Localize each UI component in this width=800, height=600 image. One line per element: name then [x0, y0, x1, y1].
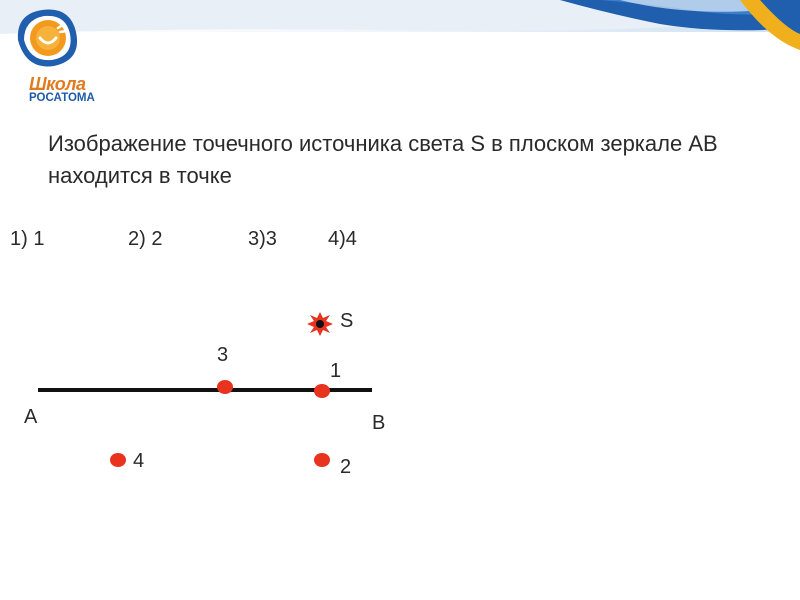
point-1-label: 1: [330, 360, 342, 382]
point-1-dot: [314, 384, 330, 398]
logo-line-2: РОСАТОМА: [29, 92, 95, 104]
header-banner: [0, 0, 800, 110]
diagram-canvas: [0, 280, 800, 520]
point-3-dot: [217, 380, 233, 394]
point-3-label: 3: [217, 344, 229, 366]
logo-emblem-icon: [12, 6, 92, 72]
school-logo: [12, 6, 102, 106]
point-2-dot: [314, 453, 330, 467]
point-2-label: 2: [340, 456, 352, 478]
point-4-dot: [110, 453, 126, 467]
answer-option-1[interactable]: 1) 1: [10, 228, 45, 250]
mirror-diagram: [0, 280, 800, 520]
answer-option-3[interactable]: 3)3: [248, 228, 277, 250]
answer-option-2[interactable]: 2) 2: [128, 228, 163, 250]
mirror-label-a: А: [24, 406, 38, 428]
question-text: Изображение точечного источника света S в плоском зеркале АВ находится в точке: [48, 131, 718, 188]
logo-line-1: Школа: [29, 74, 86, 94]
light-source-icon: [307, 312, 333, 336]
source-label: S: [340, 310, 354, 332]
mirror-label-b: В: [372, 412, 386, 434]
answer-option-4[interactable]: 4)4: [328, 228, 357, 250]
point-4-label: 4: [133, 450, 145, 472]
